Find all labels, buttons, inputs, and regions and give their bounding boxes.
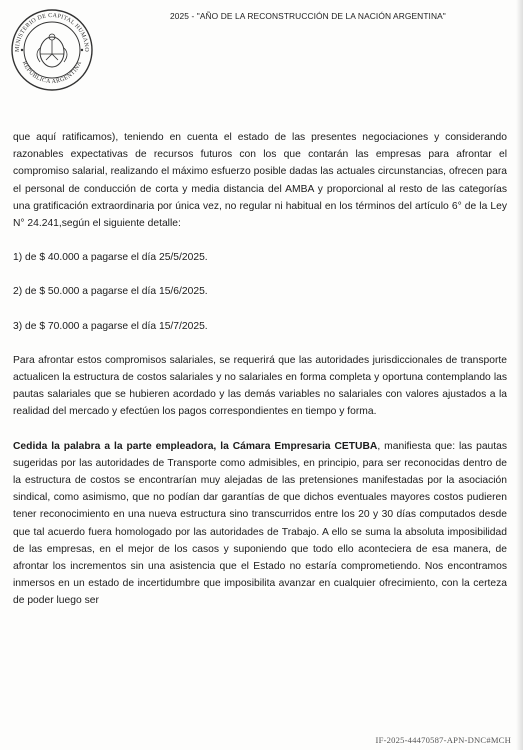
paragraph-employer — [13, 438, 507, 610]
ministry-seal-icon — [10, 8, 94, 92]
payment-item-1: 1) de $ 40.000 a pagarse el día 25/5/2025. — [13, 252, 208, 264]
document-body — [13, 129, 507, 610]
document-reference: IF-2025-44470587-APN-DNC#MCH — [375, 735, 511, 745]
header-motto: 2025 - "AÑO DE LA RECONSTRUCCIÓN DE LA NACIÓN ARGENTINA" — [170, 11, 446, 21]
paragraph-intro: que aquí ratificamos), teniendo en cuenta el estado de las presentes negociaciones y considerando razonables expectativas de recursos futuros con los que contarán las empresas para afrontar el compromiso salarial, realizando el máximo esfuerzo posible dadas las actuales circunstancias, ofrecen para el personal de conducción de corta y media distancia del AMBA y proporcional al resto de las categorías una gratificación extraordinaria por única vez, no regular ni habitual en los términos del artículo 6° de la Ley N° 24.241,según el siguiente detalle: — [13, 132, 507, 230]
employer-statement: , manifiesta que: las pautas sugeridas por las autoridades de Transporte como admisibles, en principio, para ser reconocidas dentro de la estructura de costos se encontrarían muy alejadas de las pretensiones manifestadas por la asociación sindical, como asimismo, que no podían dar garantías de que dichos eventuales mayores costos pudieren tener reconocimiento en una nueva estructura sino transcurridos entre los 20 y 30 días computados desde que tal acuerdo fuera homologado por las autoridades de Trabajo. A ello se suma la absoluta imposibilidad de las empresas, en el mejor de los casos y suponiendo que todo ello aconteciera de esa manera, de afrontar los incrementos sin una asistencia que el Estado no estaría comprometiendo. Nos encontramos inmersos en un estado de incertidumbre que imposibilita avanzar en cualquier ofrecimiento, con la certeza de poder luego ser — [13, 440, 508, 607]
paragraph-obligations: Para afrontar estos compromisos salariales, se requerirá que las autoridades jurisdiccionales de transporte actualicen la estructura de costos salariales y no salariales en forma completa y oportuna contemplando las pautas salariales que se hubieren acordado y las demás variables no salariales con valores ajustados a la realidad del mercado y efectúen los pagos correspondientes en tiempo y forma. — [13, 354, 507, 418]
svg-text:MINISTERIO DE CAPITAL HUMANO: MINISTERIO DE CAPITAL HUMANO — [14, 12, 90, 53]
svg-text:REPÚBLICA ARGENTINA: REPÚBLICA ARGENTINA — [20, 60, 84, 86]
employer-heading: Cedida la palabra a la parte empleadora, la Cámara Empresaria CETUBA — [13, 440, 378, 452]
payment-item-2: 2) de $ 50.000 a pagarse el día 15/6/2025. — [13, 286, 208, 298]
payment-item-3: 3) de $ 70.000 a pagarse el día 15/7/2025. — [13, 320, 208, 332]
